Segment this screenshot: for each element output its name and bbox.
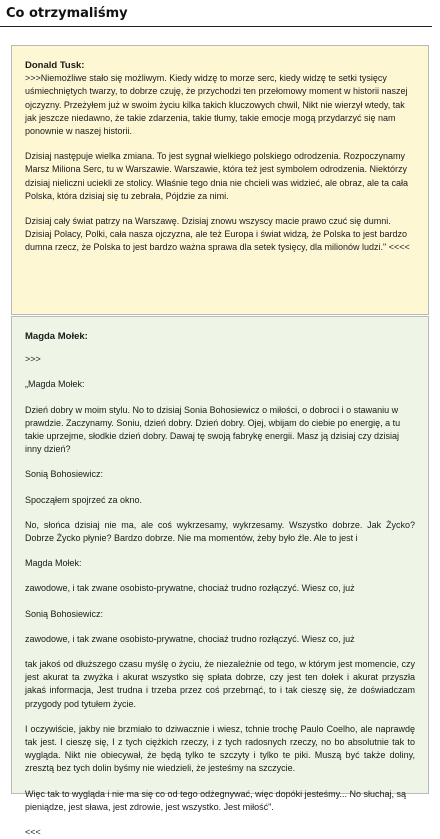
- close-marker: <<<: [25, 827, 41, 838]
- sonia-text-2: zawodowe, i tak zwane osobisto-prywatne, chociaż trudno rozłączyć. Wiesz co, już: [25, 633, 355, 644]
- life-paragraph: tak jakoś od dłuższego czasu myślę o życiu, że niezależnie od tego, w którym jest momencie, czy jest akurat ta zwyżka i akurat wszystko się spłata dobrze, czy jest ten dołek i akurat przyszła jakaś informacja, Jest trudna i trzeba przez coś przebrnąć, to i tak cieszę się, że doświadczam przygody pod tytułem życie.: [25, 659, 415, 709]
- header-divider: [0, 26, 432, 27]
- sonia-label-1: Sonią Bohosiewicz:: [25, 469, 104, 480]
- sun-paragraph: No, słońca dzisiaj nie ma, ale coś wykrzesamy, wykrzesamy. Wszystko dobrze. Jak Życko? Dobrze Życko płynie? Bardzo dobrze. Nie ma momentów, żeby było źle. Ale to jest i: [25, 519, 415, 544]
- quote-intro: „Magda Mołek:: [25, 379, 85, 390]
- tusk-paragraph-1: >>>Niemożliwe stało się możliwym. Kiedy widzę to morze serc, kiedy widzę te setki tysięcy uśmiechniętych twarzy, to dobrze czuję, że przychodzi ten przełomowy moment w historii naszej ojczyzny. Przeżyłem już w swoim życiu kilka takich kluczowych chwil, Nikt nie wierzył wtedy, tak jak jeszcze niedawno, że takie zdarzenia, takie tłumy, takie emocje mogą przydarzyć się nam ponownie w naszej historii.: [25, 73, 408, 137]
- tusk-speaker: Donald Tusk:: [25, 60, 85, 71]
- page-title: Co otrzymaliśmy: [6, 6, 128, 21]
- molek-speaker: Magda Mołek:: [25, 331, 88, 342]
- sonia-text-1: Spocząłem spojrzeć za okno.: [25, 494, 143, 505]
- sonia-label-2: Sonią Bohosiewicz:: [25, 608, 104, 619]
- final-paragraph: Więc tak to wygląda i nie ma się co od tego odżegnywać, więc dopóki jesteśmy... No słuchaj, są pieniądze, jest sława, jest zdrowie, jest wszystko. Jest miłość".: [25, 788, 407, 812]
- tusk-paragraph-2: Dzisiaj następuje wielka zmiana. To jest sygnał wielkiego polskiego odrodzenia. Rozpoczynamy Marsz Miliona Serc, tu w Warszawie. Warszawie, która też jest symbolem odrodzenia. Niektórzy dzisiaj nieliczni uciekli ze stolicy. Właśnie tego dnia nie chcieli was widzieć, ale obraz, ale ta cała Polska, która dzisiaj się tu zebrała, Pójdzie za nimi.: [25, 151, 409, 201]
- coelho-paragraph: I oczywiście, jakby nie brzmiało to dziwacznie i wiesz, tchnie trochę Paulo Coelho, ale naprawdę tak jest. I cieszę się, I z tych ciężkich rzeczy, i z tych radosnych rzeczy, no bo absolutnie tak to wygląda. Nikt nie obiecywał, że będą tylko te szczyty i tylko te piki. Muszą być także doliny, zresztą bez tych dolin byśmy nie wiedzieli, że jesteśmy na szczycie.: [25, 723, 415, 774]
- tusk-quote-box: [11, 45, 429, 315]
- open-marker: >>>: [25, 354, 41, 365]
- page-header: [0, 0, 440, 30]
- molek-intro-paragraph: Dzień dobry w moim stylu. No to dzisiaj Sonia Bohosiewicz o miłości, o dobroci i o stawaniu w prawdzie. Zaczynamy. Soniu, dzień dobry. Dzień dobry. Ojej, wbijam do ciebie po energię, a tu takie uprzejme, słodkie dzień dobry. Dawaj tę swoją fabrykę energii. Masz ją dzisiaj czy dzisiaj inny dzień?: [25, 404, 401, 455]
- magda-label-2: Magda Mołek:: [25, 558, 82, 569]
- molek-quote-box: [11, 316, 429, 838]
- tusk-paragraph-3: Dzisiaj cały świat patrzy na Warszawę. Dzisiaj znowu wszyscy macie prawo czuć się dumni. Dzisiaj Polacy, Polki, cała nasza ojczyzna, ale też Europa i świat widzą, że Polska to jest bardzo dumna rzecz, że Polska to jest bardzo ważna sprawa dla setek tysięcy, dla milionów ludzi." <<<<: [25, 216, 410, 253]
- magda-text-2: zawodowe, i tak zwane osobisto-prywatne, chociaż trudno rozłączyć. Wiesz co, już: [25, 583, 355, 594]
